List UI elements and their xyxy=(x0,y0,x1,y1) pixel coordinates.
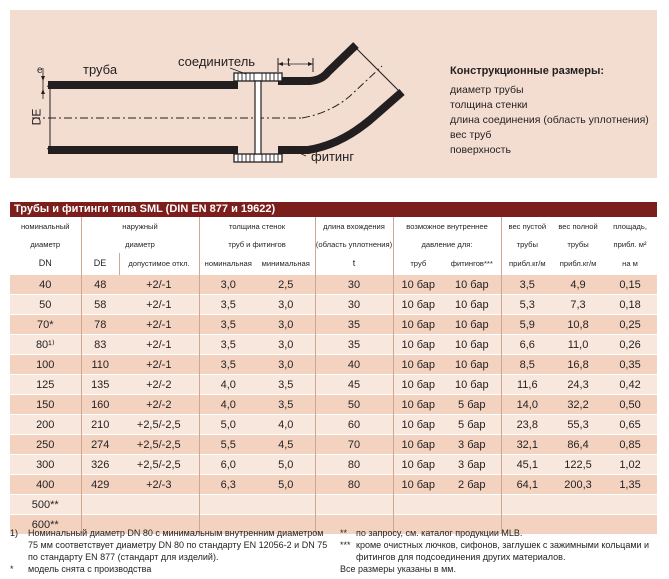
table-cell: 150 xyxy=(10,395,81,415)
table-cell: 83 xyxy=(81,335,119,355)
table-cell: 45,1 xyxy=(501,455,553,475)
table-cell: 5 бар xyxy=(443,415,501,435)
table-cell: 210 xyxy=(81,415,119,435)
dimension-item: поверхность xyxy=(450,144,511,156)
footnote-mark: ** xyxy=(340,528,348,538)
header-row xyxy=(10,235,657,253)
table-row xyxy=(10,315,657,335)
table-cell xyxy=(443,495,501,515)
table-cell: 10 бар xyxy=(393,355,443,375)
table-cell: 10 бар xyxy=(443,355,501,375)
table-cell: 0,85 xyxy=(603,435,657,455)
table-cell: 0,15 xyxy=(603,275,657,295)
table-cell: 3,5 xyxy=(257,395,315,415)
table-cell: 3,5 xyxy=(501,275,553,295)
table-cell: 5,3 xyxy=(501,295,553,315)
table-cell: 3,0 xyxy=(257,355,315,375)
table-cell: 4,5 xyxy=(257,435,315,455)
header-cell: допустимое откл. xyxy=(119,253,199,275)
header-row xyxy=(10,217,657,235)
table-cell: 6,0 xyxy=(199,455,257,475)
table-cell: +2/-1 xyxy=(119,315,199,335)
table-cell xyxy=(501,495,553,515)
table-cell xyxy=(603,495,657,515)
table-cell: 5,0 xyxy=(199,415,257,435)
table-cell: 4,0 xyxy=(257,415,315,435)
table-cell: 32,2 xyxy=(553,395,603,415)
table-cell: 50 xyxy=(315,395,393,415)
table-cell: 11,6 xyxy=(501,375,553,395)
table-cell: +2,5/-2,5 xyxy=(119,435,199,455)
table-cell: 10 бар xyxy=(443,295,501,315)
table-cell: 3 бар xyxy=(443,455,501,475)
table-cell: 6,6 xyxy=(501,335,553,355)
header-cell: прибл.кг/м xyxy=(559,259,597,268)
footnote-star xyxy=(10,563,330,575)
table-cell: 110 xyxy=(81,355,119,375)
footnote-mark: *** xyxy=(340,540,351,550)
table-cell: 45 xyxy=(315,375,393,395)
table-cell: 122,5 xyxy=(553,455,603,475)
table-cell: 3 бар xyxy=(443,435,501,455)
table-cell: 5 бар xyxy=(443,395,501,415)
header-cell: возможное внутреннее xyxy=(393,217,501,235)
table-cell: 10 бар xyxy=(393,415,443,435)
table-cell: 86,4 xyxy=(553,435,603,455)
table-cell: 5,9 xyxy=(501,315,553,335)
table-cell xyxy=(81,495,119,515)
table-cell: 10 бар xyxy=(393,435,443,455)
header-cell: DE xyxy=(81,253,119,275)
header-cell: давление для: xyxy=(393,235,501,253)
footnote-2 xyxy=(340,527,660,539)
table-cell: 274 xyxy=(81,435,119,455)
table-cell: 10 бар xyxy=(393,475,443,495)
table-row xyxy=(10,275,657,295)
table-body xyxy=(10,275,657,535)
table-row xyxy=(10,435,657,455)
table-cell: 0,35 xyxy=(603,355,657,375)
table-cell: 3,5 xyxy=(257,375,315,395)
table-cell: 125 xyxy=(10,375,81,395)
header-cell: фитингов*** xyxy=(450,259,493,268)
table-cell: 429 xyxy=(81,475,119,495)
table-cell: 10 бар xyxy=(393,395,443,415)
connector-label: соединитель xyxy=(178,54,256,69)
table-cell: 30 xyxy=(315,275,393,295)
table-row xyxy=(10,415,657,435)
footnote-text: кроме очистных лючков, сифонов, заглушек с зажимными кольцами и фитингов для подсоединения других материалов. xyxy=(356,540,650,562)
header-cell: t xyxy=(315,253,393,275)
header-cell: площадь, xyxy=(613,221,647,231)
table-cell: 300 xyxy=(10,455,81,475)
header-cell: номинальная xyxy=(199,253,257,275)
table-cell: 1,02 xyxy=(603,455,657,475)
table-cell: 3,5 xyxy=(199,315,257,335)
dimension-item: вес труб xyxy=(450,129,492,141)
table-cell: 32,1 xyxy=(501,435,553,455)
footnote-mark: * xyxy=(10,564,14,574)
table-row xyxy=(10,475,657,495)
pipe-specs-table xyxy=(10,217,657,534)
table-cell: +2,5/-2,5 xyxy=(119,415,199,435)
header-cell: труб и фитингов xyxy=(199,235,315,253)
table-row xyxy=(10,295,657,315)
table-row xyxy=(10,335,657,355)
header-cell: минимальная xyxy=(261,259,310,268)
header-cell: длина вхождения xyxy=(315,217,393,235)
dimension-item: диаметр трубы xyxy=(450,84,524,96)
table-cell: 10 бар xyxy=(393,335,443,355)
footnotes-left xyxy=(10,527,330,575)
table-cell: 70 xyxy=(315,435,393,455)
header-cell: наружный xyxy=(81,217,199,235)
table-cell: 3,0 xyxy=(257,315,315,335)
dimension-item: толщина стенки xyxy=(450,99,528,111)
table-cell: 4,9 xyxy=(553,275,603,295)
table-cell: 250 xyxy=(10,435,81,455)
table-cell: 5,5 xyxy=(199,435,257,455)
header-cell: прибл.кг/м xyxy=(501,253,553,275)
table-cell: 6,3 xyxy=(199,475,257,495)
table-cell: 10 бар xyxy=(393,315,443,335)
table-cell: 4,0 xyxy=(199,395,257,415)
table-cell: 64,1 xyxy=(501,475,553,495)
table-cell: +2/-2 xyxy=(119,375,199,395)
table-row xyxy=(10,375,657,395)
footnote-text: модель снята с производства xyxy=(28,564,152,574)
pipe-diagram xyxy=(10,10,657,178)
table-cell: +2/-3 xyxy=(119,475,199,495)
table-cell xyxy=(257,495,315,515)
table-cell: 16,8 xyxy=(553,355,603,375)
header-cell: диаметр xyxy=(81,235,199,253)
table-cell: 10 бар xyxy=(443,335,501,355)
table-cell: 0,42 xyxy=(603,375,657,395)
table-row xyxy=(10,495,657,515)
table-cell: 30 xyxy=(315,295,393,315)
table-cell: 80 xyxy=(315,455,393,475)
table-cell: 100 xyxy=(10,355,81,375)
table-cell xyxy=(315,495,393,515)
header-cell: на м xyxy=(622,259,638,268)
footnote-mark: 1) xyxy=(10,528,19,538)
table-cell: 135 xyxy=(81,375,119,395)
t-label: t xyxy=(287,55,291,69)
table-cell: 24,3 xyxy=(553,375,603,395)
table-cell: 78 xyxy=(81,315,119,335)
table-cell: 40 xyxy=(315,355,393,375)
table-cell: 14,0 xyxy=(501,395,553,415)
table-cell: 35 xyxy=(315,335,393,355)
design-dimensions-list xyxy=(450,64,649,158)
footnote-text: по запросу, см. каталог продукции MLB. xyxy=(356,528,523,538)
table-cell: 200,3 xyxy=(553,475,603,495)
header-cell: (область уплотнения) xyxy=(315,235,393,253)
table-cell: 400 xyxy=(10,475,81,495)
table-cell: 10 бар xyxy=(443,375,501,395)
table-cell: 58 xyxy=(81,295,119,315)
table-row xyxy=(10,395,657,415)
table-cell: 23,8 xyxy=(501,415,553,435)
table-cell: 35 xyxy=(315,315,393,335)
header-cell: номинальный xyxy=(20,221,70,231)
table-cell: +2/-1 xyxy=(119,275,199,295)
table-cell xyxy=(199,495,257,515)
table-title: Трубы и фитинги типа SML (DIN EN 877 и 19622) xyxy=(10,202,657,217)
table-cell xyxy=(553,495,603,515)
table-cell: 2 бар xyxy=(443,475,501,495)
table-cell: +2/-1 xyxy=(119,355,199,375)
table-cell: 200 xyxy=(10,415,81,435)
table-cell: +2/-2 xyxy=(119,395,199,415)
table-cell: 5,0 xyxy=(257,455,315,475)
pipe-label: труба xyxy=(83,62,118,77)
table-cell: 0,18 xyxy=(603,295,657,315)
table-cell: 7,3 xyxy=(553,295,603,315)
table-cell: 1,35 xyxy=(603,475,657,495)
table-cell: 160 xyxy=(81,395,119,415)
header-cell: вес полной xyxy=(558,221,598,231)
header-cell: DN xyxy=(38,258,52,268)
table-cell: 3,0 xyxy=(257,335,315,355)
table-cell: +2/-1 xyxy=(119,295,199,315)
header-cell: трубы xyxy=(567,239,589,249)
table-cell: 10 бар xyxy=(393,295,443,315)
table-cell: 2,5 xyxy=(257,275,315,295)
table-cell xyxy=(393,495,443,515)
footnotes-right xyxy=(340,527,660,575)
table-cell: 0,25 xyxy=(603,315,657,335)
table-cell: 10 бар xyxy=(443,315,501,335)
footnote-units: Все размеры указаны в мм. xyxy=(340,564,456,574)
dimension-item: длина соединения (область уплотнения) xyxy=(450,114,649,126)
table-cell: 3,0 xyxy=(257,295,315,315)
header-cell: трубы xyxy=(501,235,553,253)
table-cell: 10 бар xyxy=(393,275,443,295)
table-cell: 5,0 xyxy=(257,475,315,495)
fitting-label: фитинг xyxy=(311,149,355,164)
footnote-3 xyxy=(340,539,660,563)
table-cell: 0,65 xyxy=(603,415,657,435)
table-cell: 60 xyxy=(315,415,393,435)
table-cell: +2/-1 xyxy=(119,335,199,355)
table-cell: 3,5 xyxy=(199,295,257,315)
table-cell: 10 бар xyxy=(393,455,443,475)
table-cell: 50 xyxy=(10,295,81,315)
table-cell: 3,5 xyxy=(199,355,257,375)
table-cell: 80 xyxy=(315,475,393,495)
footnote-text: Номинальный диаметр DN 80 с минимальным внутренним диаметром 75 мм соответствует диаметру DN 80 по стандарту EN 12056-2 и DN 75 по стандарту EN 877 (стандарт для изделий). xyxy=(28,528,328,562)
table-cell: 8,5 xyxy=(501,355,553,375)
table-cell: 4,0 xyxy=(199,375,257,395)
table-cell: +2,5/-2,5 xyxy=(119,455,199,475)
table-cell: 600** xyxy=(10,515,81,535)
header-cell: прибл. м² xyxy=(613,239,647,249)
table-cell xyxy=(119,495,199,515)
header-row xyxy=(10,253,657,275)
header-cell: толщина стенок xyxy=(199,217,315,235)
e-label: e xyxy=(37,65,43,76)
table-cell: 500** xyxy=(10,495,81,515)
design-dimensions-heading: Конструкционные размеры: xyxy=(450,65,605,77)
table-row xyxy=(10,355,657,375)
table-cell: 11,0 xyxy=(553,335,603,355)
table-cell: 80¹⁾ xyxy=(10,335,81,355)
table-cell: 3,5 xyxy=(199,335,257,355)
table-cell: 10 бар xyxy=(393,375,443,395)
table-cell: 10,8 xyxy=(553,315,603,335)
table-cell: 40 xyxy=(10,275,81,295)
header-cell: диаметр xyxy=(30,239,61,249)
table-cell: 10 бар xyxy=(443,275,501,295)
table-cell: 70* xyxy=(10,315,81,335)
table-cell: 0,26 xyxy=(603,335,657,355)
table-row xyxy=(10,455,657,475)
table-cell: 0,50 xyxy=(603,395,657,415)
de-label: DE xyxy=(29,108,44,126)
table-cell: 55,3 xyxy=(553,415,603,435)
table-cell: 3,0 xyxy=(199,275,257,295)
table-cell: 48 xyxy=(81,275,119,295)
header-cell: труб xyxy=(393,253,443,275)
footnote-1 xyxy=(10,527,330,563)
header-cell: вес пустой xyxy=(501,217,553,235)
table-cell: 326 xyxy=(81,455,119,475)
